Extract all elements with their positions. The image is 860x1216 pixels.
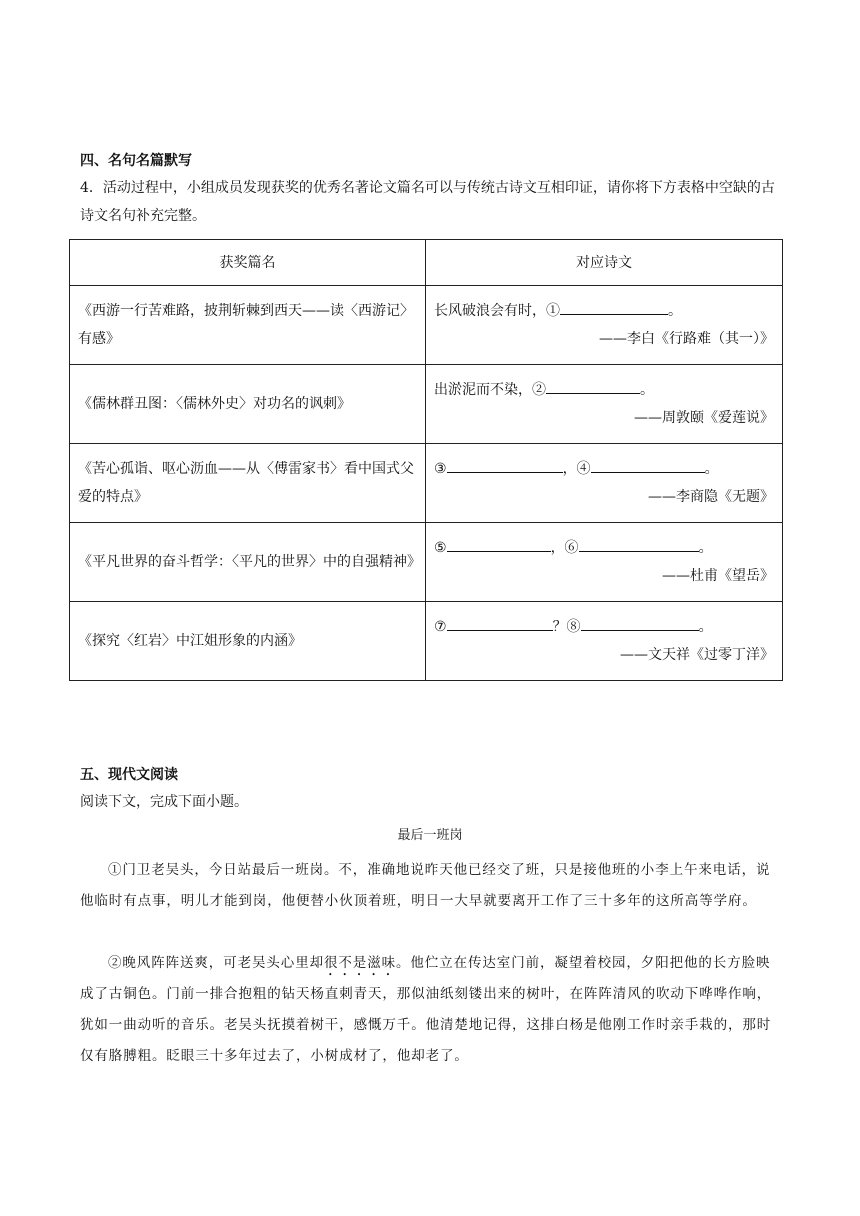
answer-blank-2[interactable]	[546, 377, 640, 394]
poem-cell	[426, 365, 783, 444]
answer-blank-3[interactable]	[447, 456, 563, 473]
poem-line-start: 长风破浪会有时，①	[434, 303, 560, 319]
question-4-text: 4．活动过程中，小组成员发现获奖的优秀名著论文篇名可以与传统古诗文互相印证，请你将下方表格中空缺的古诗文名句补充完整。	[80, 180, 775, 224]
award-title: 《西游一行苦难路，披荆斩棘到西天——读〈西游记〉有感》	[70, 286, 426, 365]
poem-line-end: 。	[698, 619, 713, 635]
table-row	[70, 365, 783, 444]
poem-source: ——李商隐《无题》	[648, 489, 774, 505]
poem-line-end: 。	[704, 461, 719, 477]
table-header: 获奖篇名	[70, 240, 426, 286]
poem-cell	[426, 444, 783, 523]
poem-line-end: 。	[698, 540, 713, 556]
paragraph-text: ②晚风阵阵送爽，可老吴头心里却	[108, 955, 324, 971]
award-title: 《儒林群丑图：〈儒林外史〉对功名的讽刺》	[70, 365, 426, 444]
poem-source: ——杜甫《望岳》	[662, 568, 774, 584]
table-header: 对应诗文	[426, 240, 783, 286]
answer-separator: ，④	[562, 461, 591, 477]
answer-blank-6[interactable]	[579, 535, 699, 552]
poem-cell	[426, 602, 783, 681]
answer-mark: ③	[434, 461, 447, 477]
table-row	[70, 444, 783, 523]
poem-source: ——文天祥《过零丁洋》	[620, 647, 774, 663]
dotted-phrase: 很不是滋味	[324, 955, 396, 971]
answer-mark: ⑤	[434, 540, 447, 556]
poem-table	[69, 239, 783, 681]
article-paragraph-2	[80, 948, 782, 1072]
answer-blank-1[interactable]	[560, 298, 668, 315]
article-title: 最后一班岗	[397, 828, 463, 843]
award-title: 《平凡世界的奋斗哲学：〈平凡的世界〉中的自强精神》	[70, 523, 426, 602]
award-title: 《探究〈红岩〉中江姐形象的内涵》	[70, 602, 426, 681]
answer-blank-4[interactable]	[591, 456, 705, 473]
answer-blank-8[interactable]	[581, 614, 699, 631]
answer-blank-7[interactable]	[447, 614, 553, 631]
poem-line-start: 出淤泥而不染，②	[434, 382, 546, 398]
reading-instruction: 阅读下文，完成下面小题。	[80, 794, 248, 810]
answer-blank-5[interactable]	[447, 535, 551, 552]
poem-line-end: 。	[668, 303, 682, 319]
paragraph-text: 。他伫立在传达室门前，凝望着校园，夕阳把他的长方脸映成了古铜色。门前一排合抱粗的钻天杨直刺青天，那似油纸刻镂出来的树叶，在阵阵清风的吹动下哗哗作响，犹如一曲动听的音乐。老吴头抚摸着树干，感慨万千。他清楚地记得，这排白杨是他刚工作时亲手栽的，那时仅有胳膊粗。眨眼三十多年过去了，小树成材了，他却老了。	[80, 955, 772, 1064]
poem-cell	[426, 286, 783, 365]
article-paragraph-1: ①门卫老吴头，今日站最后一班岗。不，准确地说昨天他已经交了班，只是接他班的小李上午来电话，说他临时有点事，明儿才能到岗，他便替小伙顶着班，明日一大早就要离开工作了三十多年的这所高等学府。	[80, 862, 771, 909]
table-row	[70, 523, 783, 602]
poem-line-end: 。	[640, 382, 654, 398]
table-row	[70, 602, 783, 681]
poem-source: ——李白《行路难（其一）》	[599, 331, 774, 347]
section4-heading: 四、名句名篇默写	[80, 153, 192, 169]
table-row	[70, 286, 783, 365]
answer-mark: ⑦	[434, 619, 447, 635]
award-title: 《苦心孤诣、呕心沥血——从〈傅雷家书〉看中国式父爱的特点》	[70, 444, 426, 523]
section5-heading: 五、现代文阅读	[80, 767, 178, 783]
table-header-row	[70, 240, 783, 286]
answer-separator: ，⑥	[550, 540, 579, 556]
poem-cell	[426, 523, 783, 602]
answer-separator: ？⑧	[552, 619, 581, 635]
poem-source: ——周敦颐《爱莲说》	[634, 410, 774, 426]
